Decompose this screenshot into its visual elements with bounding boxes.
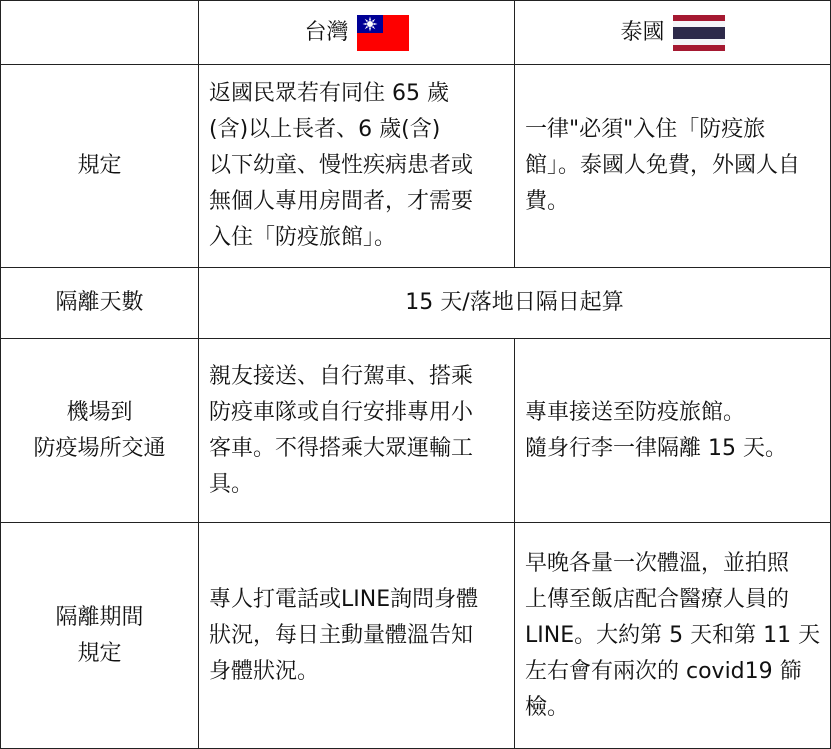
text-line: (含)以上長者、6 歲(含) [209,117,441,142]
text-line: 一律"必須"入住「防疫旅 [525,117,766,142]
text-line: 隨身行李一律隔離 15 天。 [525,435,787,461]
thailand-flag-icon [673,15,725,51]
text-line: 身體狀況。 [209,658,320,684]
regulation-label [1,65,199,268]
row-label-line: 規定 [77,153,122,178]
text-line: 具。 [209,471,254,497]
transport-row [1,339,831,523]
taiwan-quarantine-rules-cell [199,523,515,749]
header-row [1,1,831,65]
row-label-line: 隔離天數 [55,290,144,315]
quarantine-days-value: 15 天/落地日隔日起算 [199,268,831,339]
quarantine-rules-label [1,523,199,749]
row-label-line: 規定 [77,640,122,666]
row-label-line: 防疫場所交通 [33,435,166,461]
text-line: 專車接送至防疫旅館。 [525,399,746,425]
text-line: 返國民眾若有同住 65 歲 [209,81,449,106]
thailand-header-cell [515,1,831,65]
row-label-line: 機場到 [66,399,133,425]
taiwan-transport-cell [199,339,515,523]
text-line: 早晚各量一次體溫，並拍照 [525,550,790,576]
text-line: 以下幼童、慢性疾病患者或 [209,153,474,178]
text-line: 無個人專用房間者，才需要 [209,189,474,214]
taiwan-regulation-cell [199,65,515,268]
text-line: 檢。 [525,694,570,720]
text-line: 客車。不得搭乘大眾運輸工 [209,435,474,461]
thailand-regulation-cell [515,65,831,268]
corner-cell [1,1,199,65]
taiwan-flag-icon [357,15,409,51]
thailand-quarantine-rules-cell [515,523,831,749]
taiwan-header-label: 台灣 [304,19,349,45]
text-line: 專人打電話或LINE詢問身體 [209,586,479,612]
row-label-line: 隔離期間 [55,604,144,630]
taiwan-header-cell [199,1,515,65]
quarantine-rules-row [1,523,831,749]
text-line: 入住「防疫旅館」。 [209,225,397,250]
regulation-row [1,65,831,268]
text-line: 左右會有兩次的 covid19 篩 [525,658,802,684]
quarantine-days-row [1,268,831,339]
text-line: 狀況，每日主動量體溫告知 [209,622,474,648]
thailand-transport-cell [515,339,831,523]
transport-label [1,339,199,523]
thailand-header-label: 泰國 [620,19,665,45]
text-line: 館」。泰國人免費，外國人自 [525,153,801,178]
text-line: 親友接送、自行駕車、搭乘 [209,363,474,389]
text-line: 防疫車隊或自行安排專用小 [209,399,474,425]
text-line: LINE。大約第 5 天和第 11 天 [525,622,821,648]
quarantine-days-label [1,268,199,339]
text-line: 上傳至飯店配合醫療人員的 [525,586,790,612]
text-line: 費。 [525,189,570,214]
